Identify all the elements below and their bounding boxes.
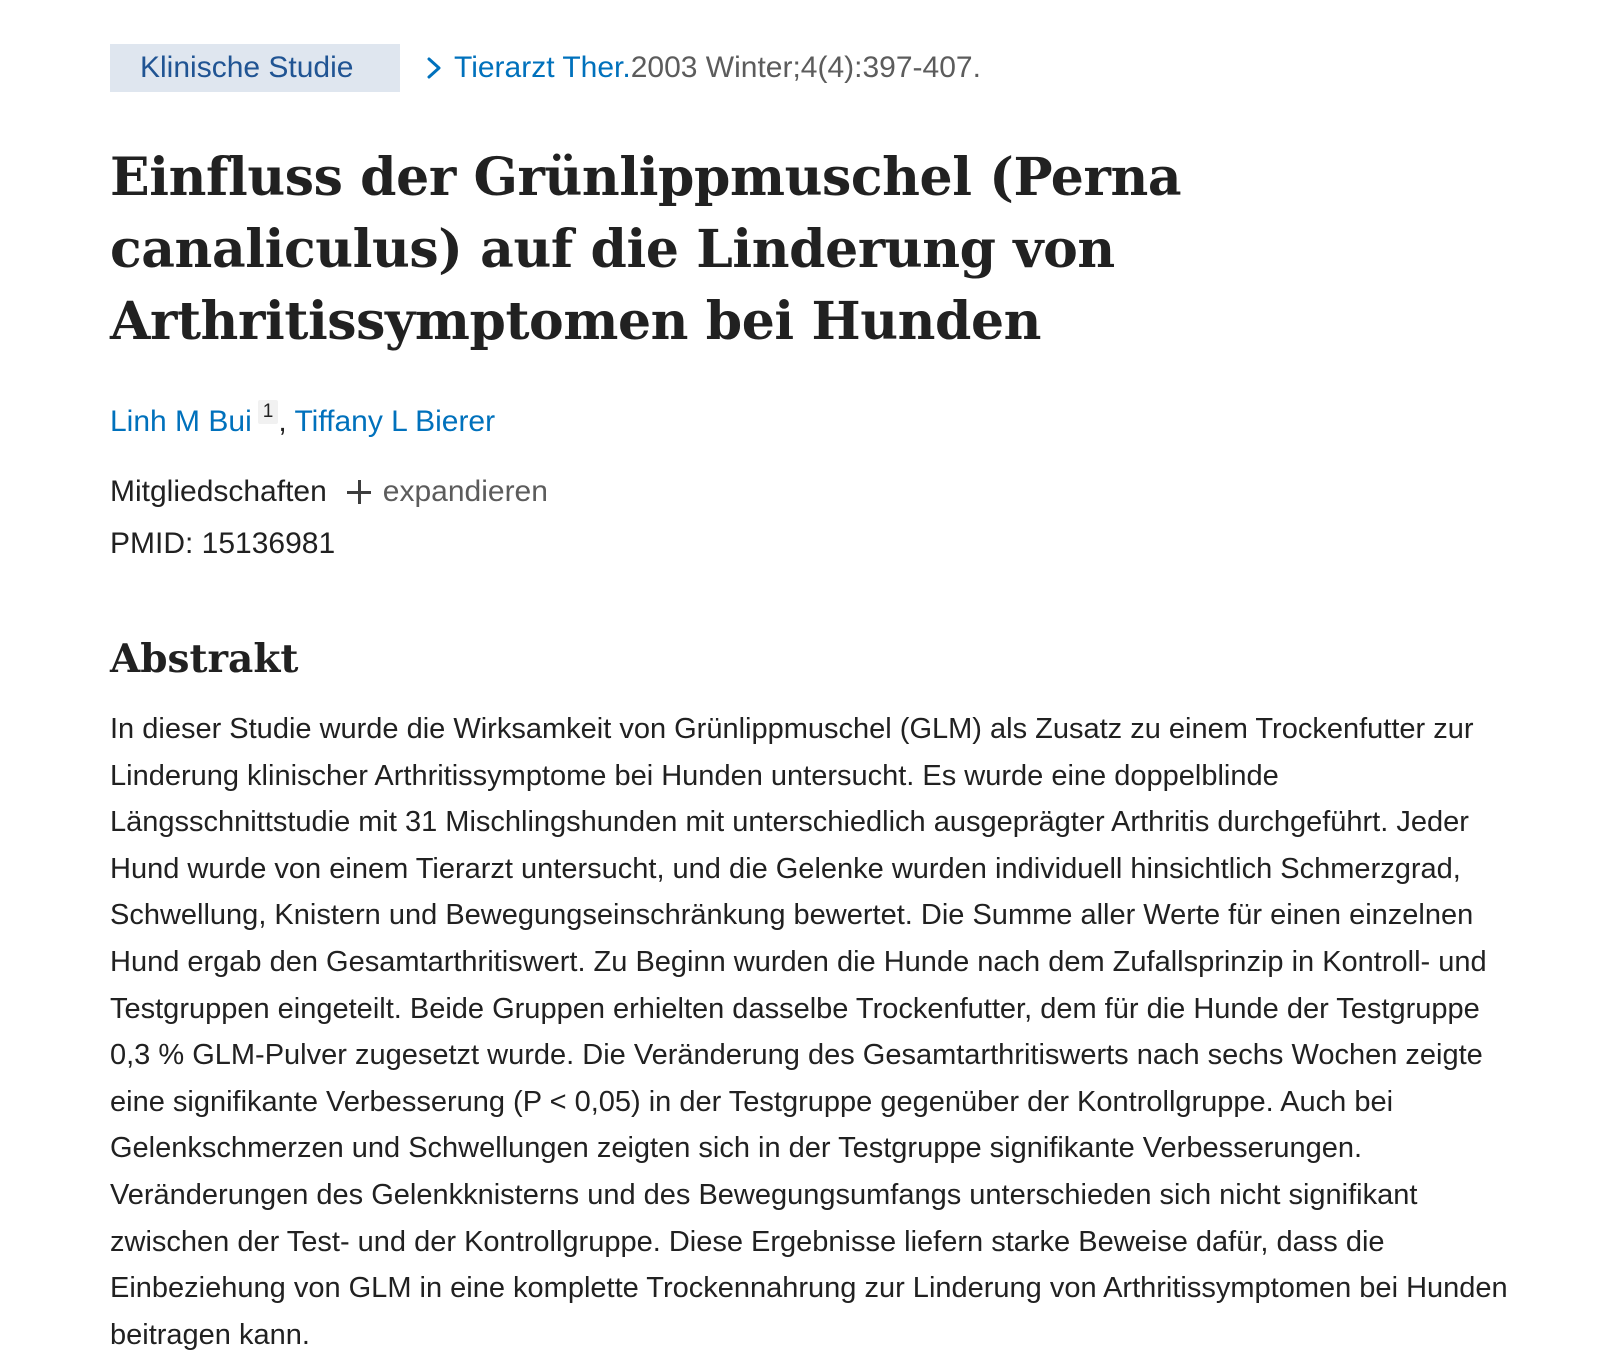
chevron-right-icon <box>422 53 446 83</box>
pmid-text: PMID: 15136981 <box>110 527 336 560</box>
affiliation-marker[interactable]: 1 <box>258 400 279 424</box>
abstract-text: In dieser Studie wurde die Wirksamkeit von Grünlippmuschel (GLM) als Zusatz zu einem Trockenfutter zur Linderung klinischer Arthritissymptome bei Hunden untersucht. Es wurde eine doppelblinde Längsschnittstudie mit 31 Mischlingshunden mit unterschiedlich ausgeprägter Arthritis durchgeführt. Jeder Hund wurde von einem Tierarzt untersucht, und die Gelenke wurden individuell hinsichtlich Schmerzgrad, Schwellung, Knistern und Bewegungseinschränkung bewertet. Die Summe aller Werte für einen einzelnen Hund ergab den Gesamtarthritiswert. Zu Beginn wurden die Hunde nach dem Zufallsprinzip in Kontroll- und Testgruppen eingeteilt. Beide Gruppen erhielten dasselbe Trockenfutter, dem für die Hunde der Testgruppe 0,3 % GLM-Pulver zugesetzt wurde. Die Veränderung des Gesamtarthritiswerts nach sechs Wochen zeigte eine signifikante Verbesserung (P < 0,05) in der Testgruppe gegenüber der Kontrollgruppe. Auch bei Gelenkschmerzen und Schwellungen zeigten sich in der Testgruppe signifikante Verbesserungen. Veränderungen des Gelenkknisterns und des Bewegungsumfangs unterschieden sich nicht signifikant zwischen der Test- und der Kontrollgruppe. Diese Ergebnisse liefern starke Beweise dafür, dass die Einbeziehung von GLM in eine komplette Trockennahrung zur Linderung von Arthritissymptomen bei Hunden beitragen kann. <box>110 713 1508 1351</box>
article-page <box>110 44 1550 1358</box>
plus-icon <box>347 480 371 504</box>
authors-list <box>110 400 1550 442</box>
author-link[interactable]: Tiffany L Bierer <box>294 405 496 438</box>
author-link[interactable]: Linh M Bui <box>110 405 252 438</box>
article-title: Einfluss der Grünlippmuschel (Perna canaliculus) auf die Linderung von Arthritissymptomen bei Hunden <box>110 147 1182 352</box>
citation-details: 2003 Winter;4(4):397-407. <box>630 51 981 84</box>
expand-label: expandieren <box>382 475 548 508</box>
journal-link[interactable]: Tierarzt Ther. <box>454 51 631 84</box>
affiliations-row <box>110 472 1550 512</box>
affiliations-label: Mitgliedschaften <box>110 475 327 508</box>
article-meta-row <box>110 44 1550 92</box>
expand-affiliations-button[interactable] <box>347 472 548 512</box>
abstract-heading: Abstrakt <box>110 636 299 682</box>
journal-citation <box>422 51 981 85</box>
publication-type-badge: Klinische Studie <box>110 44 400 92</box>
author-separator: , <box>278 405 287 438</box>
